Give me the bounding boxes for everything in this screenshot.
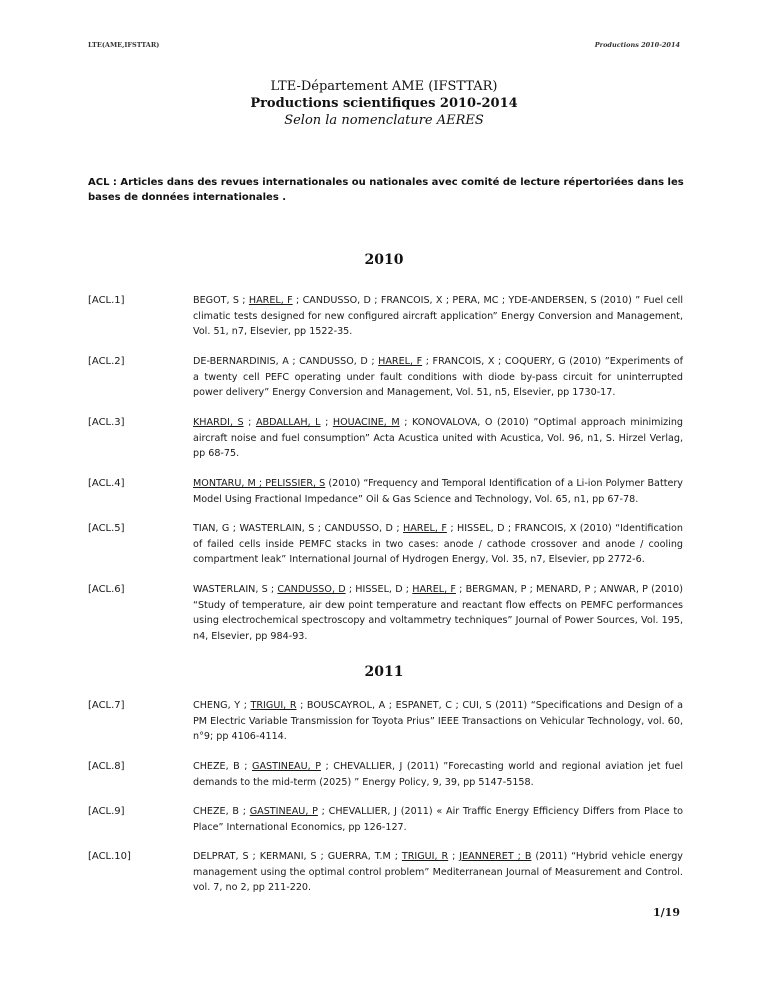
acl-section-heading: ACL : Articles dans des revues internationales ou nationales avec comité de lecture répertoriées dans les bases de données internationales . [88, 177, 684, 203]
text-run: ; CANDUSSO, D ; FRANCOIS, X ; PERA, MC ; YDE-ANDERSEN, S (2010) ” Fuel cell climatic tests designed for new configured aircraft application” Energy Conversion and Management, Vol. 51, n7, Elsevier, pp 1522-35. [193, 295, 683, 337]
text-run: TIAN, G ; WASTERLAIN, S ; CANDUSSO, D ; [193, 523, 404, 534]
text-run: ; CHEVALLIER, J (2011) ”Forecasting world and regional aviation jet fuel demands to the mid-term (2025) ” Energy Policy, 9, 39, pp 5147-5158. [193, 761, 683, 788]
nomenclature-subtitle: Selon la nomenclature AERES [284, 113, 484, 128]
underlined-author: HAREL, F [378, 356, 423, 367]
reference-text [193, 354, 683, 401]
text-run: CHENG, Y ; [193, 700, 251, 711]
text-run: DELPRAT, S ; KERMANI, S ; GUERRA, T.M ; [193, 851, 402, 862]
text-run: (2010) “Frequency and Temporal Identification of a Li-ion Polymer Battery Model Using Fractional Impedance” Oil & Gas Science and Technology, Vol. 65, n1, pp 67-78. [193, 478, 683, 505]
reference-id: [ACL.2] [88, 356, 125, 367]
title-block [0, 78, 768, 129]
text-run: ; [448, 851, 460, 862]
text-run: (2011) “Hybrid vehicle energy management using the optimal control problem” Mediterranean Journal of Measurement and Control. vol. 7, no 2, pp 211-220. [193, 851, 683, 893]
text-run: ; BOUSCAYROL, A ; ESPANET, C ; CUI, S (2011) “Specifications and Design of a PM Electric Variable Transmission for Toyota Prius” IEEE Transactions on Vehicular Technology, vol. 60, n°9; pp 4106-4114. [193, 700, 683, 742]
underlined-author: TRIGUI, R [401, 851, 449, 862]
year-heading-2010: 2010 [364, 252, 404, 268]
text-run: ; CHEVALLIER, J (2011) « Air Traffic Energy Efficiency Differs from Place to Place” International Economics, pp 126-127. [193, 806, 684, 833]
reference-id: [ACL.3] [88, 417, 125, 428]
department-title: LTE-Département AME (IFSTTAR) [270, 79, 498, 94]
underlined-author: TRIGUI, R [250, 700, 297, 711]
page-number: 1/19 [653, 906, 680, 919]
underlined-author: KHARDI, S [193, 417, 244, 428]
text-run: ; BERGMAN, P ; MENARD, P ; ANWAR, P (2010) “Study of temperature, air dew point temperature and reactant flow effects on PEMFC performances using electrochemical spectroscopy and voltammetry techniques” Journal of Power Sources, Vol. 195, n4, Elsevier, pp 984-93. [193, 584, 684, 642]
reference-text [193, 582, 683, 644]
reference-text [193, 415, 683, 462]
underlined-author: HOUACINE, M [332, 417, 400, 428]
text-run: ; [243, 417, 256, 428]
reference-id: [ACL.4] [88, 478, 125, 489]
underlined-author: GASTINEAU, P [249, 806, 318, 817]
underlined-author: CANDUSSO, D [277, 584, 346, 595]
reference-id: [ACL.6] [88, 584, 125, 595]
underlined-author: HAREL, F [412, 584, 456, 595]
text-run: WASTERLAIN, S ; [193, 584, 278, 595]
underlined-author: HAREL, F [248, 295, 293, 306]
text-run: DE-BERNARDINIS, A ; CANDUSSO, D ; [193, 356, 379, 367]
productions-title: Productions scientifiques 2010-2014 [250, 96, 518, 111]
reference-text [193, 759, 683, 790]
text-run: BEGOT, S ; [193, 295, 249, 306]
reference-text [193, 849, 683, 896]
underlined-author: GASTINEAU, P [252, 761, 321, 772]
text-run: CHEZE, B ; [193, 761, 253, 772]
text-run: ; KONOVALOVA, O (2010) ”Optimal approach minimizing aircraft noise and fuel consumption” Acta Acustica united with Acustica, Vol. 96, n1, S. Hirzel Verlag, pp 68-75. [193, 417, 683, 459]
reference-id: [ACL.10] [88, 851, 131, 862]
reference-id: [ACL.5] [88, 523, 125, 534]
reference-id: [ACL.8] [88, 761, 125, 772]
reference-text [193, 521, 683, 568]
reference-id: [ACL.1] [88, 295, 125, 306]
text-run: ; HISSEL, D ; [345, 584, 413, 595]
underlined-author: ABDALLAH, L [255, 417, 321, 428]
header-right: Productions 2010-2014 [594, 41, 680, 49]
reference-text [193, 698, 683, 745]
reference-text [193, 476, 683, 507]
header-left: LTE(AME,IFSTTAR) [88, 41, 160, 49]
underlined-author: HAREL, F [403, 523, 447, 534]
underlined-author: MONTARU, M ; PELISSIER, S [193, 478, 326, 489]
text-run: ; [320, 417, 333, 428]
reference-text [193, 804, 683, 835]
underlined-author: JEANNERET ; B [459, 851, 532, 862]
text-run: ; HISSEL, D ; FRANCOIS, X (2010) “Identification of failed cells inside PEMFC stacks in two cases: anode / cathode crossover and anode / cooling compartment leak” International Journal of Hydrogen Energy, Vol. 35, n7, Elsevier, pp 2772-6. [193, 523, 684, 565]
reference-id: [ACL.7] [88, 700, 125, 711]
reference-id: [ACL.9] [88, 806, 125, 817]
year-heading-2011: 2011 [364, 664, 404, 680]
text-run: CHEZE, B ; [193, 806, 250, 817]
reference-text [193, 293, 683, 340]
text-run: ; FRANCOIS, X ; COQUERY, G (2010) ”Experiments of a twenty cell PEFC operating under fault conditions with diode by-pass circuit for uninterrupted power delivery” Energy Conversion and Management, Vol. 51, n5, Elsevier, pp 1730-17. [193, 356, 683, 398]
